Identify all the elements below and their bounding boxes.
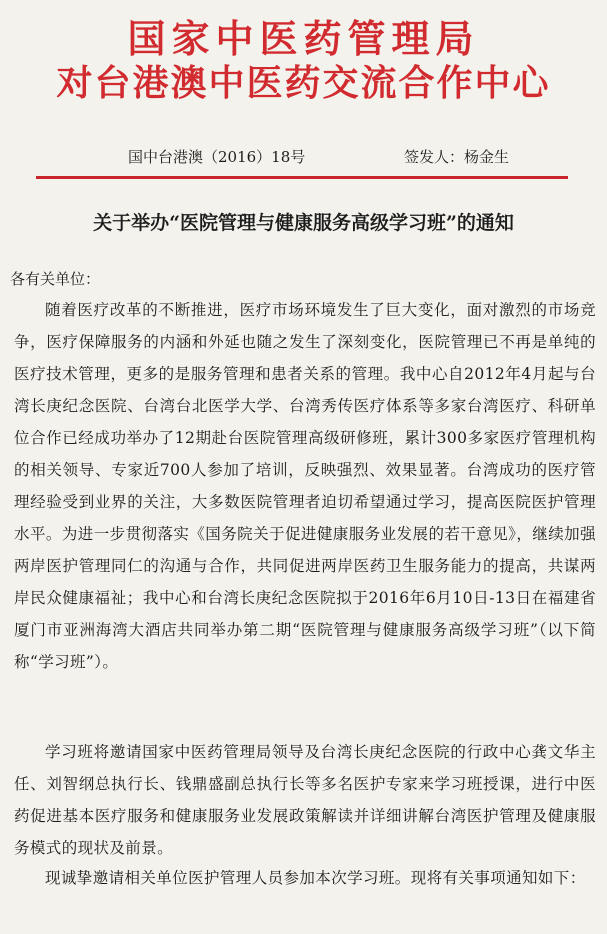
signer: 签发人：杨金生	[404, 148, 510, 166]
issuing-center: 对台港澳中医药交流合作中心	[56, 63, 551, 104]
body-paragraph: 随着医疗改革的不断推进，医疗市场环境发生了巨大变化，面对激烈的市场竞争，医疗保障服务的内涵和外延也随之发生了深刻变化，医院管理已不再是单纯的医疗技术管理，更多的是服务管理和患者关系的管理。我中心自2012年4月起与台湾长庚纪念医院、台湾台北医学大学、台湾秀传医疗体系等多家台湾医疗、科研单位合作已经成功举办了12期赴台医院管理高级研修班，累计300多家医疗管理机构的相关领导、专家近700人参加了培训，反映强烈、效果显著。台湾成功的医疗管理经验受到业界的关注，大多数医院管理者迫切希望通过学习，提高医院医护管理水平。为进一步贯彻落实《国务院关于促进健康服务业发展的若干意见》，继续加强两岸医护管理同仁的沟通与合作，共同促进两岸医药卫生服务能力的提高，共谋两岸民众健康福祉；我中心和台湾长庚纪念医院拟于2016年6月10日-13日在福建省厦门市亚洲海湾大酒店共同举办第二期“医院管理与健康服务高级学习班”（以下简称“学习班”）。	[14, 301, 596, 671]
body-paragraph: 现诚挚邀请相关单位医护管理人员参加本次学习班。现将有关事项通知如下：	[45, 869, 586, 887]
salutation: 各有关单位：	[10, 270, 101, 288]
body-paragraph: 学习班将邀请国家中医药管理局领导及台湾长庚纪念医院的行政中心龚文华主任、刘智纲总执行长、钱鼎盛副总执行长等多名医护专家来学习班授课，进行中医药促进基本医疗服务和健康服务业发展政策解读并详细讲解台湾医护管理及健康服务模式的现状及前景。	[14, 743, 596, 857]
issuing-authority: 国家中医药管理局	[127, 17, 480, 61]
document-number: 国中台港澳（2016）18号	[128, 148, 306, 166]
notice-title: 关于举办“医院管理与健康服务高级学习班”的通知	[93, 212, 514, 234]
red-divider-line	[36, 176, 568, 179]
